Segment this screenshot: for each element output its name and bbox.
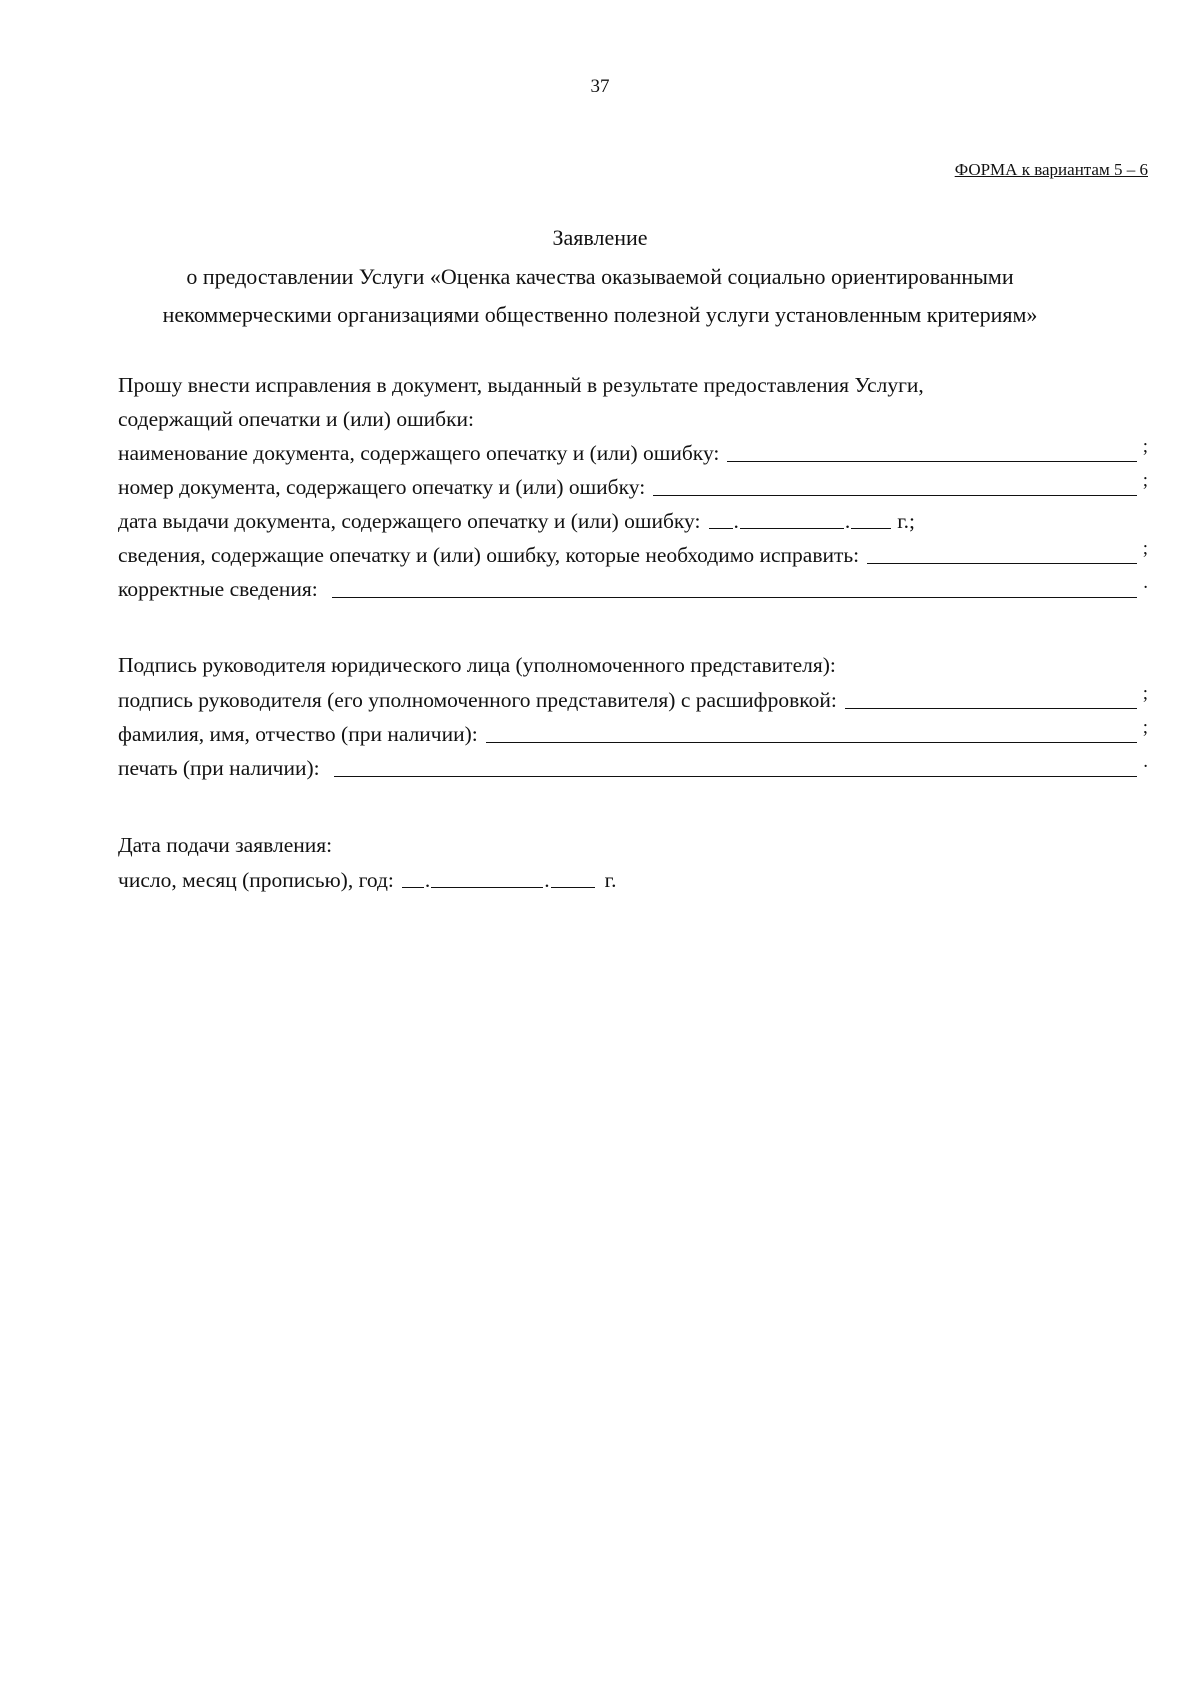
- issue-day-blank[interactable]: [709, 527, 733, 529]
- signature-field[interactable]: [845, 707, 1137, 709]
- issue-year-blank[interactable]: [851, 527, 891, 529]
- doc-name-label: наименование документа, содержащего опечатку и (или) ошибку:: [118, 441, 720, 465]
- erroneous-info-row: сведения, содержащие опечатку и (или) ошибку, которые необходимо исправить: ;: [118, 536, 1148, 570]
- full-name-label: фамилия, имя, отчество (при наличии):: [118, 722, 478, 746]
- erroneous-info-field[interactable]: [867, 562, 1137, 564]
- correct-info-label: корректные сведения:: [118, 577, 318, 601]
- erroneous-info-label: сведения, содержащие опечатку и (или) ошибку, которые необходимо исправить:: [118, 543, 860, 567]
- request-intro-line-1: Прошу внести исправления в документ, выданный в результате предоставления Услуги,: [118, 373, 924, 397]
- issue-date-row: [118, 502, 1148, 536]
- signature-row: подпись руководителя (его уполномоченного представителя) с расшифровкой: ;: [118, 681, 1148, 715]
- full-name-field[interactable]: [486, 741, 1137, 743]
- signature-heading: Подпись руководителя юридического лица (уполномоченного представителя):: [118, 653, 836, 677]
- document-subtitle-line-2: некоммерческими организациями общественно полезной услуги установленным критериям»: [162, 302, 1038, 327]
- submission-date-field[interactable]: . . г.: [402, 867, 617, 895]
- doc-number-row: номер документа, содержащего опечатку и (или) ошибку: ;: [118, 468, 1148, 502]
- issue-month-blank[interactable]: [740, 527, 844, 529]
- submission-date-row: [118, 861, 1148, 895]
- request-intro-line-2: содержащий опечатки и (или) ошибки:: [118, 407, 475, 431]
- doc-number-field[interactable]: [653, 494, 1137, 496]
- submission-month-blank[interactable]: [431, 886, 543, 888]
- full-name-row: фамилия, имя, отчество (при наличии): ;: [118, 715, 1148, 749]
- submission-day-blank[interactable]: [402, 886, 424, 888]
- seal-row: печать (при наличии): .: [118, 749, 1148, 783]
- page-number: 37: [590, 76, 610, 97]
- issue-date-label: дата выдачи документа, содержащего опечатку и (или) ошибку:: [118, 509, 701, 533]
- seal-label: печать (при наличии):: [118, 756, 320, 780]
- doc-name-field[interactable]: [727, 460, 1136, 462]
- doc-number-label: номер документа, содержащего опечатку и (или) ошибку:: [118, 475, 646, 499]
- correct-info-row: корректные сведения: .: [118, 570, 1148, 604]
- correct-info-field[interactable]: [332, 596, 1137, 598]
- submission-year-blank[interactable]: [551, 886, 595, 888]
- signature-label: подпись руководителя (его уполномоченного представителя) с расшифровкой:: [118, 688, 837, 712]
- submission-heading: Дата подачи заявления:: [118, 833, 333, 857]
- document-title: Заявление: [552, 225, 648, 250]
- form-reference: ФОРМА к вариантам 5 – 6: [954, 160, 1148, 179]
- issue-date-field[interactable]: . . г.;: [709, 508, 916, 536]
- submission-date-label: число, месяц (прописью), год:: [118, 868, 394, 892]
- seal-field[interactable]: [334, 775, 1138, 777]
- document-subtitle-line-1: о предоставлении Услуги «Оценка качества оказываемой социально ориентированными: [186, 264, 1014, 289]
- doc-name-row: наименование документа, содержащего опечатку и (или) ошибку: ;: [118, 434, 1148, 468]
